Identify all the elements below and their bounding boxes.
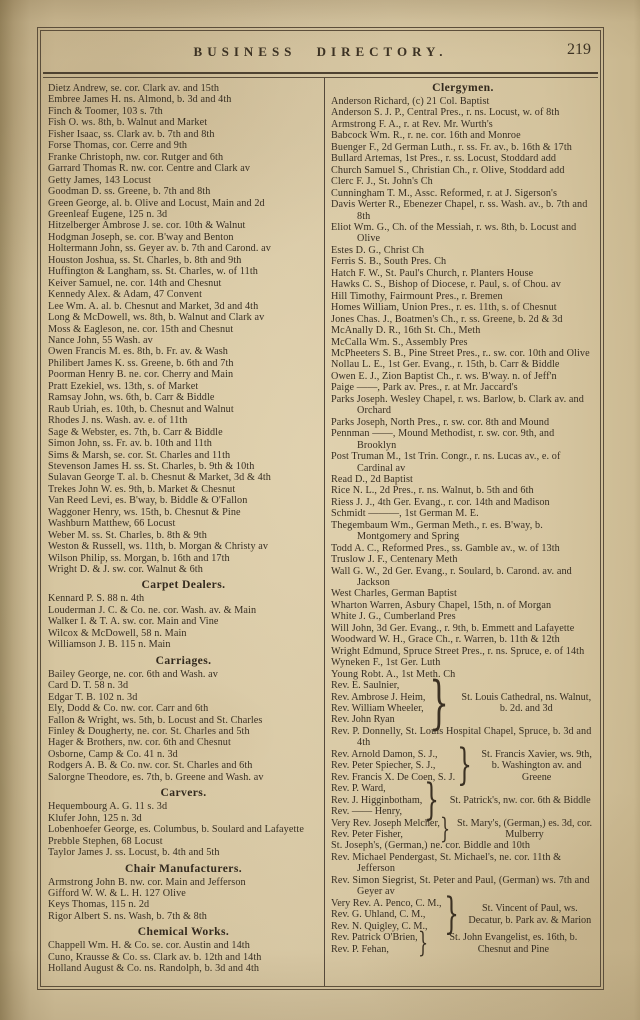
directory-entry: Hequembourg A. G. 11 s. 3d [48,801,168,813]
directory-entry: Klufer John, 125 n. 3d [48,812,142,824]
directory-entry: Sulavan George T. al. b. Chesnut & Market, 3d & 4th [48,472,271,484]
directory-entry: Rev. P. Donnelly, St. Louis Hospital Chapel, Spruce, b. 3d and 4th [331,725,592,749]
directory-columns [41,78,600,986]
directory-entry: Fish O. ws. 8th, b. Walnut and Market [48,117,208,129]
directory-entry: Church Samuel S., Christian Ch., r. Olive, Stoddard add [331,164,565,176]
directory-entry: Card D. T. 58 n. 3d [48,680,129,692]
directory-entry: Dietz Andrew, se. cor. Clark av. and 15th [48,83,220,94]
section-heading: Clergymen. [432,81,494,94]
directory-entry: Ely, Dodd & Co. nw. cor. Carr and 6th [48,703,209,715]
directory-entry: White J. G., Cumberland Pres [331,611,456,623]
directory-entry: Getty James, 143 Locust [48,174,152,186]
directory-entry: Long & McDowell, ws. 8th, b. Walnut and Clark av [48,312,265,324]
clergy-name: Rev. N. Quigley, C. M., [331,920,428,932]
page-title: BUSINESS DIRECTORY. [193,43,448,59]
directory-entry: Truslow J. F., Centenary Meth [331,554,458,566]
brace-glyph: } [424,774,440,825]
directory-entry: Clerc F. J., St. John's Ch [331,176,433,188]
directory-entry: Rhodes J. ns. Wash. av. e. of 11th [48,415,188,427]
clergy-name: Rev. Francis X. De Coen, S. J. [331,771,456,783]
clergy-name: Rev. P. Fehan, [331,943,389,955]
directory-entry: Weston & Russell, ws. 11th, b. Morgan & Christy av [48,541,269,553]
directory-entry: Armstrong F. A., r. at Rev. Mr. Wurth's [331,118,493,130]
directory-entry: McCalla Wm. S., Assembly Pres [331,336,468,348]
directory-entry: Wall G. W., 2d Ger. Evang., r. Soulard, b. Carond. av. and Jackson [331,565,572,589]
directory-entry: Bailey George, ne. cor. 6th and Wash. av [48,668,219,680]
directory-entry: Rodgers A. B. & Co. nw. cor. St. Charles and 6th [48,760,253,772]
directory-entry: Salorgne Theodore, es. 7th, b. Greene and Wash. av [48,771,264,783]
clergy-name: Rev. G. Uhland, C. M., [331,909,426,921]
directory-entry: Edgar T. B. 102 n. 3d [48,691,138,703]
directory-entry: Buenger F., 2d German Luth., r. ss. Fr. av., b. 16th & 17th [331,141,572,153]
directory-entry: Nance John, 55 Wash. av [48,334,153,346]
directory-entry: Lobenhoefer George, es. Columbus, b. Soulard and Lafayette [48,824,304,836]
directory-entry: Osborne, Camp & Co. 41 n. 3d [48,748,178,760]
directory-entry: Hill Timothy, Fairmount Pres., r. Bremen [331,290,503,302]
clergy-name: Rev. E. Saulnier, [331,680,400,692]
directory-entry: Wyneken F., 1st Ger. Luth [331,657,441,669]
directory-entry: Green George, al. b. Olive and Locust, Main and 2d [48,197,265,209]
clergy-name-list [331,932,418,955]
directory-entry: Trekes John W. es. 9th, b. Market & Chesnut [48,483,236,495]
directory-entry: Kennard P. S. 88 n. 4th [48,593,145,605]
directory-entry: Philibert James K. ss. Greene, b. 6th and 7th [48,357,234,369]
right-column [324,78,600,986]
directory-entry: Poorman Henry B. ne. cor. Cherry and Main [48,369,234,381]
page-number: 219 [567,41,591,58]
church-address: St. Louis Cathedral, ns. Walnut, b. 2d. and 3d [461,691,592,715]
directory-entry: McAnally D. R., 16th St. Ch., Meth [331,325,481,337]
directory-entry: Garrard Thomas R. nw. cor. Centre and Clark av [48,163,251,175]
directory-entry: Cuno, Krausse & Co. ss. Clark av. b. 12th and 14th [48,951,262,963]
directory-entry: Will John, 3d Ger. Evang., r. 9th, b. Emmett and Lafayette [331,622,575,634]
directory-entry: Greenleaf Eugene, 125 n. 3d [48,208,168,220]
directory-entry: Waggoner Henry, ws. 15th, b. Chesnut & Pine [48,506,241,518]
directory-entry: Weber M. ss. St. Charles, b. 8th & 9th [48,529,207,541]
brace-glyph: } [417,926,428,960]
clergy-name: Rev. —— Henry, [331,806,403,818]
directory-entry: Parks Joseph. Wesley Chapel, r. ws. Barlow, b. Clark av. and Orchard [331,393,584,417]
directory-entry: West Charles, German Baptist [331,588,457,600]
directory-entry: Chappell Wm. H. & Co. se. cor. Austin and 14th [48,940,250,952]
directory-entry: St. Joseph's, (German,) ne. cor. Biddle and 10th [331,840,531,852]
directory-entry: Post Truman M., 1st Trin. Congr., r. ns. Lucas av., e. of Cardinal av [331,451,561,474]
directory-entry: Stevenson James H. ss. St. Charles, b. 9th & 10th [48,460,255,472]
clergy-name: Rev. Peter Fisher, [331,829,403,840]
directory-entry: Ferris S. B., South Pres. Ch [331,256,447,268]
directory-entry: Raub Uriah, es. 10th, b. Chesnut and Walnut [48,403,234,415]
directory-entry: Hitzelberger Ambrose J. se. cor. 10th & Walnut [48,220,246,232]
directory-entry: Wharton Warren, Asbury Chapel, 15th, n. of Morgan [331,599,552,611]
clergy-name: Very Rev. Joseph Melcher, [331,817,440,829]
brace-glyph: } [429,669,450,736]
clergy-name: Rev. Patrick O'Brien, [331,932,418,944]
left-column [41,78,324,986]
directory-entry: Estes D. G., Christ Ch [331,244,425,256]
directory-entry: Hatch F. W., St. Paul's Church, r. Planters House [331,267,534,279]
directory-entry: Sims & Marsh, se. cor. St. Charles and 11th [48,449,231,461]
brace-glyph: } [440,811,450,845]
section-heading: Carpet Dealers. [141,578,226,592]
clergy-name: Rev. J. Higginbotham, [331,794,423,806]
directory-entry: Anderson S. J. P., Central Pres., r. ns. Locust, w. of 8th [331,107,560,119]
directory-entry: Wilcox & McDowell, 58 n. Main [48,627,187,639]
directory-entry: Pennman ——, Mound Methodist, r. sw. cor. 9th, and Brooklyn [331,428,555,451]
directory-entry: Houston Joshua, ss. St. Charles, b. 8th and 9th [48,254,242,266]
directory-entry: Paige ——, Park av. Pres., r. at Mr. Jaccard's [331,382,518,394]
directory-entry: Parks Joseph, North Pres., r. sw. cor. 8th and Mound [331,416,550,428]
directory-entry: Van Reed Levi, es. B'way, b. Biddle & O'Fallon [48,495,248,507]
directory-entry: Thegembaum Wm., German Meth., r. es. B'way, b. Montgomery and Spring [331,519,543,543]
directory-entry: Pratt Ezekiel, ws. 13th, s. of Market [48,380,199,392]
clergy-name: Rev. Peter Spiecher, S. J., [331,760,436,772]
section-heading: Carvers. [160,786,207,800]
directory-entry: Fisher Isaac, ss. Clark av. b. 7th and 8th [48,128,215,140]
page-border [37,27,604,990]
directory-entry: Louderman J. C. & Co. ne. cor. Wash. av. & Main [48,604,257,616]
directory-entry: Forse Thomas, cor. Cerre and 9th [48,140,188,152]
clergy-name-list [331,680,425,726]
directory-entry: Eliot Wm. G., Ch. of the Messiah, r. ws. 8th, b. Locust and Olive [331,221,577,245]
directory-entry: Washburn Matthew, 66 Locust [48,518,176,530]
directory-entry: Wright Edmund, Spruce Street Pres., r. ns. Spruce, e. of 14th [331,645,585,657]
church-address: St. Patrick's, nw. cor. 6th & Biddle [449,794,591,806]
directory-entry: Finch & Toomer, 103 s. 7th [48,105,163,117]
directory-entry: Nollau L. E., 1st Ger. Evang., r. 15th, b. Carr & Biddle [331,359,560,371]
brace-glyph: } [457,740,473,791]
directory-entry: Wilson Philip, ss. Morgan, b. 16th and 17th [48,552,230,564]
directory-entry: Rigor Albert S. ns. Wash, b. 7th & 8th [48,910,208,922]
directory-entry: McPheeters S. B., Pine Street Pres., r.. sw. cor. 10th and Olive [331,347,590,359]
church-address: St. Vincent of Paul, ws. Decatur, b. Park av. & Marion [468,903,592,926]
directory-entry: Goodman D. ss. Greene, b. 7th and 8th [48,186,211,198]
directory-entry: Walker I. & T. A. sw. cor. Main and Vine [48,616,219,628]
directory-entry: Owen Francis M. es. 8th, b. Fr. av. & Wash [48,346,228,358]
brace-glyph: } [443,889,459,940]
page-content [40,30,601,987]
directory-entry: Rev. Simon Siegrist, St. Peter and Paul, (German) ws. 7th and Geyer av [331,874,590,898]
clergy-name: Rev. John Ryan [331,714,395,726]
church-address: St. Mary's, (German,) es. 3d, cor. Mulberry [456,817,593,840]
directory-entry: Fallon & Wright, ws. 5th, b. Locust and St. Charles [48,714,263,726]
directory-entry: Keiver Samuel, ne. cor. 14th and Chesnut [48,277,222,289]
directory-entry: Hager & Brothers, nw. cor. 6th and Chesnut [48,737,231,749]
directory-entry: Riess J. J., 4th Ger. Evang., r. cor. 14th and Madison [331,496,550,508]
directory-entry: Williamson J. B. 115 n. Main [48,639,171,651]
directory-entry: Todd A. C., Reformed Pres., ss. Gamble av., w. of 13th [331,542,560,554]
directory-entry: Read D., 2d Baptist [331,473,413,485]
clergy-name: Rev. Arnold Damon, S. J., [331,748,438,760]
directory-entry: Jones Chas. J., Boatmen's Ch., r. ss. Greene, b. 2d & 3d [331,313,563,325]
directory-entry: Prebble Stephen, 68 Locust [48,835,163,847]
directory-entry: Cunningham T. M., Assc. Reformed, r. at J. Sigerson's [331,187,558,199]
directory-entry: Anderson Richard, (c) 21 Col. Baptist [331,96,490,107]
directory-entry: Sage & Webster, es. 7th, b. Carr & Biddle [48,426,223,438]
directory-entry: Bullard Artemas, 1st Pres., r. ss. Locust, Stoddard add [331,153,557,165]
directory-entry: Holland August & Co. ns. Randolph, b. 3d and 4th [48,963,260,975]
directory-entry: Kennedy Alex. & Adam, 47 Convent [48,289,203,301]
clergy-name-list [331,783,422,817]
directory-entry: Hodgman Joseph, se. cor. B'way and Benton [48,231,234,243]
directory-entry: Holtermann John, ss. Geyer av. b. 7th and Carond. av [48,243,271,255]
directory-entry: Woodward W. H., Grace Ch., r. Warren, b. 11th & 12th [331,634,560,646]
directory-entry: Moss & Eagleson, ne. cor. 15th and Chesnut [48,323,234,335]
directory-entry: Armstrong John B. nw. cor. Main and Jefferson [48,876,246,888]
directory-entry: Keys Thomas, 115 n. 2d [48,899,150,911]
section-heading: Chemical Works. [137,925,230,939]
clergy-name: Rev. William Wheeler, [331,703,424,715]
directory-entry: Finley & Dougherty, ne. cor. St. Charles and 5th [48,726,250,738]
directory-entry: Hawks C. S., Bishop of Diocese, r. Paul, s. of Chou. av [331,279,561,291]
directory-entry: Taylor James J. ss. Locust, b. 4th and 5th [48,847,220,859]
clergy-name: Very Rev. A. Penco, C. M., [331,897,442,909]
running-head [41,31,600,72]
directory-entry: Babcock Wm. R., r. ne. cor. 16th and Monroe [331,130,521,142]
church-address: St. Francis Xavier, ws. 9th, b. Washington av. and Greene [481,748,592,783]
section-heading: Chair Manufacturers. [124,861,243,875]
directory-entry: Ramsay John, ws. 6th, b. Carr & Biddle [48,392,215,404]
directory-entry: Simon John, ss. Fr. av. b. 10th and 11th [48,438,212,450]
directory-entry: Schmidt ———, 1st German M. E. [331,508,479,520]
section-heading: Carriages. [155,653,212,667]
directory-entry: Rice N. L., 2d Pres., r. ns. Walnut, b. 5th and 6th [331,485,534,497]
directory-entry: Lee Wm. A. al. b. Chesnut and Market, 3d and 4th [48,300,259,312]
directory-entry: Owen E. J., Zion Baptist Ch., r. ws. B'way. n. of Jeff'n [331,370,557,382]
church-address: St. John Evangelist, es. 16th, b. Chesnut and Pine [449,932,578,955]
directory-entry: Young Robt. A., 1st Meth. Ch [331,668,456,680]
directory-entry: Franke Christoph, nw. cor. Rutger and 6th [48,151,224,163]
directory-entry: Davis Werter R., Ebenezer Chapel, r. ss. Wash. av., b. 7th and 8th [331,199,588,222]
clergy-name: Rev. Ambrose J. Heim, [331,691,426,703]
directory-entry: Embree James H. ns. Almond, b. 3d and 4th [48,94,232,106]
directory-entry: Rev. Michael Pendergast, St. Michael's, ne. cor. 11th & Jefferson [331,851,562,875]
directory-entry: Huffington & Langham, ss. St. Charles, w. of 11th [48,266,258,278]
directory-entry: Gifford W. W. & L. H. 127 Olive [48,888,186,899]
clergy-name: Rev. P. Ward, [331,783,386,795]
directory-entry: Wright D. & J. sw. cor. Walnut & 6th [48,564,203,576]
directory-entry: Homes William, Union Pres., r. es. 11th, s. of Chesnut [331,302,557,314]
